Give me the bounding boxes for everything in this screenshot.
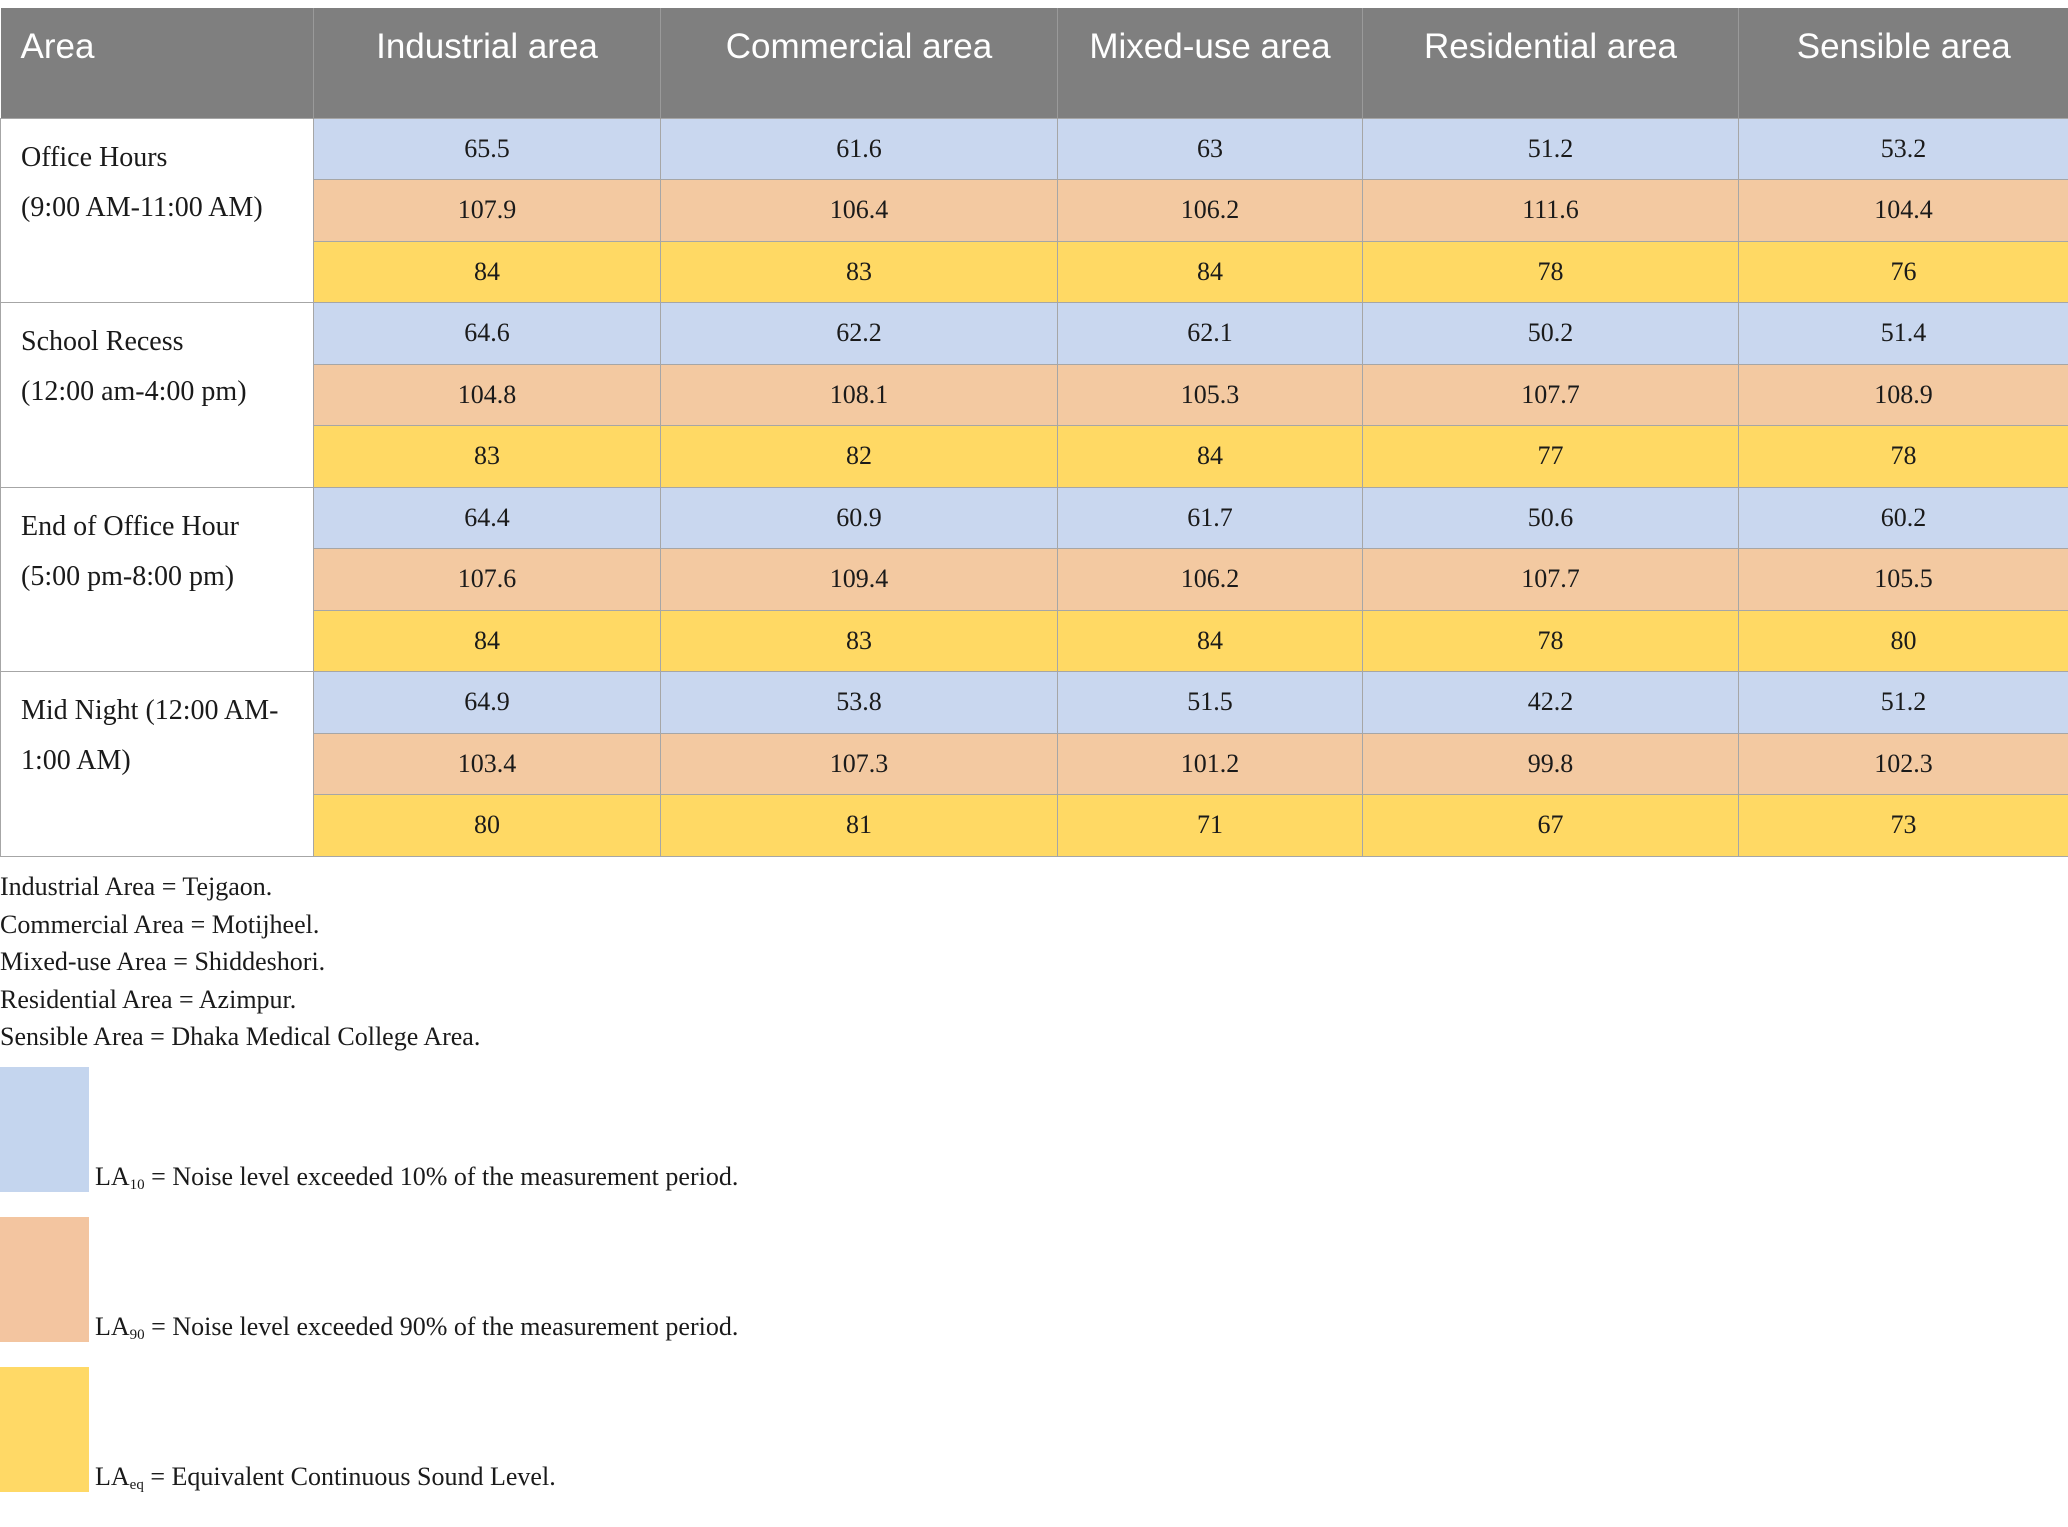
la90-cell: 101.2 [1058, 733, 1363, 795]
legend-swatch-laeq [0, 1367, 89, 1492]
note-mixed-use: Mixed-use Area = Shiddeshori. [0, 947, 326, 976]
period-name: Mid Night (12:00 AM- [21, 695, 279, 726]
legend-la90 [0, 1217, 900, 1342]
la10-cell: 53.8 [661, 672, 1058, 734]
note-sensible: Sensible Area = Dhaka Medical College Area. [0, 1022, 481, 1051]
legend-text-la90: $LA_{90}$ = Noise level exceeded 90% of the measurement period. [95, 1312, 739, 1343]
la90-cell: 107.7 [1363, 549, 1739, 611]
period-time: (5:00 pm-8:00 pm) [21, 560, 235, 592]
laeq-cell: 84 [314, 610, 661, 672]
header-industrial: Industrial area [314, 8, 661, 118]
header-area: Area [1, 8, 314, 118]
laeq-cell: 76 [1739, 241, 2068, 303]
laeq-cell: 84 [1058, 426, 1363, 488]
la10-cell: 51.5 [1058, 672, 1363, 734]
la10-cell: 64.4 [314, 487, 661, 549]
legend-la10 [0, 1067, 900, 1192]
table-row [1, 118, 2068, 180]
la90-cell: 108.9 [1739, 364, 2068, 426]
table-row [1, 672, 2068, 734]
laeq-cell: 73 [1739, 795, 2068, 857]
header-residential: Residential area [1363, 8, 1739, 118]
table-row [1, 487, 2068, 549]
header-sensible: Sensible area [1739, 8, 2068, 118]
laeq-cell: 84 [314, 241, 661, 303]
la90-cell: 105.3 [1058, 364, 1363, 426]
period-name: Office Hours [21, 141, 168, 173]
area-notes [0, 868, 480, 1056]
period-name: End of Office Hour [21, 510, 239, 542]
laeq-cell: 80 [1739, 610, 2068, 672]
laeq-cell: 84 [1058, 241, 1363, 303]
legend-text-la10: $LA_{10}$ = Noise level exceeded 10% of the measurement period. [95, 1162, 739, 1193]
note-commercial: Commercial Area = Motijheel. [0, 909, 320, 939]
la90-cell: 107.9 [314, 180, 661, 242]
note-residential: Residential Area = Azimpur. [0, 984, 297, 1014]
la90-cell: 107.7 [1363, 364, 1739, 426]
la10-cell: 64.9 [314, 672, 661, 734]
la90-cell: 108.1 [661, 364, 1058, 426]
la10-cell: 62.1 [1058, 303, 1363, 365]
la10-cell: 65.5 [314, 118, 661, 180]
la90-cell: 107.6 [314, 549, 661, 611]
legend-laeq [0, 1367, 900, 1492]
laeq-cell: 71 [1058, 795, 1363, 857]
la90-cell: 107.3 [661, 733, 1058, 795]
laeq-cell: 77 [1363, 426, 1739, 488]
la10-cell: 51.2 [1739, 672, 2068, 734]
la10-cell: 60.2 [1739, 487, 2068, 549]
la90-cell: 103.4 [314, 733, 661, 795]
laeq-cell: 83 [314, 426, 661, 488]
laeq-cell: 82 [661, 426, 1058, 488]
legend-text-laeq: $LA_{eq}$ = Equivalent Continuous Sound Level. [95, 1462, 556, 1493]
noise-level-table [0, 8, 2068, 857]
la90-cell: 111.6 [1363, 180, 1739, 242]
la90-cell: 104.8 [314, 364, 661, 426]
la90-cell: 99.8 [1363, 733, 1739, 795]
la10-cell: 62.2 [661, 303, 1058, 365]
legend-swatch-la90 [0, 1217, 89, 1342]
la90-cell: 106.2 [1058, 180, 1363, 242]
la10-cell: 61.6 [661, 118, 1058, 180]
laeq-cell: 83 [661, 241, 1058, 303]
legend-swatch-la10 [0, 1067, 89, 1192]
laeq-cell: 80 [314, 795, 661, 857]
header-commercial: Commercial area [661, 8, 1058, 118]
la90-cell: 104.4 [1739, 180, 2068, 242]
period-label [1, 672, 314, 857]
laeq-cell: 78 [1363, 241, 1739, 303]
period-label [1, 303, 314, 488]
la10-cell: 64.6 [314, 303, 661, 365]
la10-cell: 53.2 [1739, 118, 2068, 180]
la10-cell: 42.2 [1363, 672, 1739, 734]
note-industrial: Industrial Area = Tejgaon. [0, 872, 273, 901]
period-label [1, 487, 314, 672]
laeq-cell: 78 [1739, 426, 2068, 488]
laeq-cell: 83 [661, 610, 1058, 672]
la10-cell: 50.6 [1363, 487, 1739, 549]
la10-cell: 51.2 [1363, 118, 1739, 180]
laeq-cell: 81 [661, 795, 1058, 857]
laeq-cell: 67 [1363, 795, 1739, 857]
la90-cell: 102.3 [1739, 733, 2068, 795]
header-mixed-use: Mixed-use area [1058, 8, 1363, 118]
period-time: (9:00 AM-11:00 AM) [21, 191, 263, 223]
la10-cell: 50.2 [1363, 303, 1739, 365]
laeq-cell: 78 [1363, 610, 1739, 672]
period-name: School Recess [21, 326, 184, 357]
la90-cell: 105.5 [1739, 549, 2068, 611]
la10-cell: 60.9 [661, 487, 1058, 549]
period-time: (12:00 am-4:00 pm) [21, 376, 247, 407]
la90-cell: 109.4 [661, 549, 1058, 611]
la90-cell: 106.2 [1058, 549, 1363, 611]
la10-cell: 63 [1058, 118, 1363, 180]
la90-cell: 106.4 [661, 180, 1058, 242]
period-label [1, 118, 314, 303]
period-time: 1:00 AM) [21, 745, 131, 776]
laeq-cell: 84 [1058, 610, 1363, 672]
table-header-row [1, 8, 2068, 118]
la10-cell: 61.7 [1058, 487, 1363, 549]
table-row [1, 303, 2068, 365]
la10-cell: 51.4 [1739, 303, 2068, 365]
